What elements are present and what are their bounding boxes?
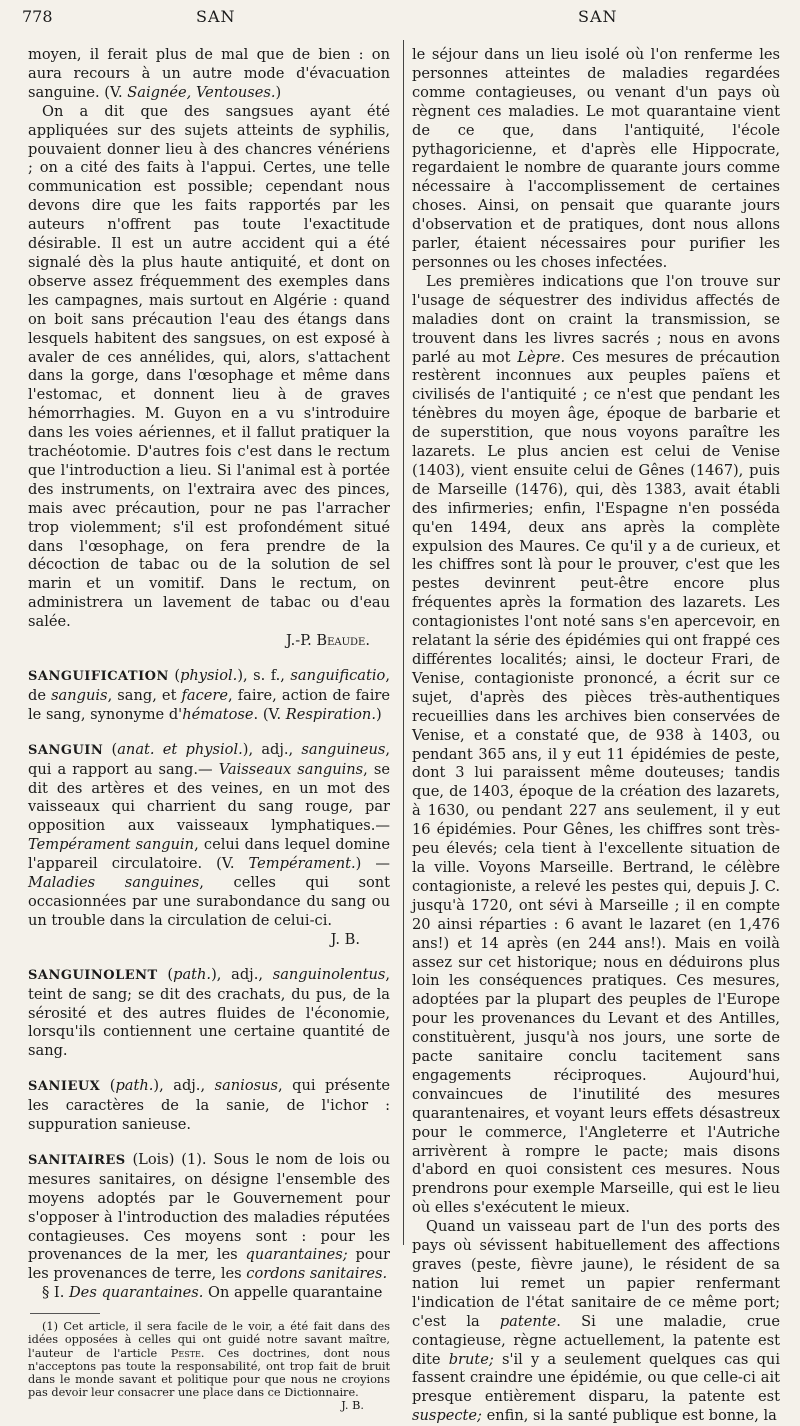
text: enfin, si la santé publique est bonne, la (481, 1407, 777, 1425)
footnote-rule (30, 1313, 100, 1314)
term: suspecte; (412, 1407, 482, 1425)
text: ), adj., (211, 965, 273, 983)
text: . (V. (253, 705, 286, 723)
text: . Ces doctrines, dont nous n'acceptons pas toute la responsabilité, ont trop fait de bruit dans le monde savant et politique pour que nous ne croyions pas devoir leur consacrer une place dans ce Dictionnaire. (28, 1346, 391, 1400)
text: ( (100, 1077, 116, 1095)
paragraph-leeches: On a dit que des sangsues ayant été appliquées sur des sujets atteints de syphilis, pouvaient donner lieu à des chancres vénériens ; on a cité des faits à l'appui. Certes, une telle communication est possible; cependant nous devons dire que les faits rapportés par les auteurs n'offrent pas toute l'exactitude désirable. Il est un autre accident qui a été signalé dès la plus haute antiquité, et dont on observe assez fréquemment des exemples dans les campagnes, mais surtout en Algérie : quand on boit sans précaution l'eau des étangs dans lesquels habitent des sangsues, on est exposé à avaler de ces annélides, qui, alors, s'attachent dans la gorge, dans l'œsophage et même dans l'estomac, et donnent lieu à de graves hémorrhagies. M. Guyon en a vu s'introduire dans les voies aériennes, et il fallut pratiquer la trachéotomie. D'autres fois c'est dans le rectum que l'introduction a lieu. Si l'animal est à portée des instruments, on l'extraira avec des pinces, mais avec précaution, pour ne pas l'arracher trop violemment; s'il est profondément situé dans l'œsophage, on fera prendre de la décoction de tabac ou de la solution de sel marin et un vomitif. Dans le rectum, on administrera un lavement de tabac ou d'eau salée. (28, 102, 390, 631)
headword: SANITAIRES (28, 1152, 126, 1168)
text: moyen, il ferait plus de mal que de bien : on aura recours à un autre mode d'évacuation sanguine. (V. (28, 46, 390, 101)
paragraph-quarantaine-definition: le séjour dans un lieu isolé où l'on renferme les personnes atteintes de maladies regardées comme contagieuses, ou venant d'un pays où règnent ces maladies. Le mot quarantaine vient de ce que, dans l'antiquité, l'école pythagoricienne, et d'après elle Hippocrate, regardaient le nombre de quarante jours comme nécessaire à l'accomplissement de certaines choses. Ainsi, on pensait que quarante jours d'observation et de pratiques, dont nous allons parler, étaient nécessaires pour purifier les personnes ou les choses infectées. (412, 46, 780, 271)
text: ) — (355, 855, 390, 873)
entry-sanguin (28, 741, 390, 931)
cross-reference: Respiration. (285, 705, 376, 723)
text: , celles qui sont occasionnées par une surabondance du sang ou un trouble dans la circulation de celui-ci. (28, 874, 391, 929)
right-column (412, 46, 780, 1426)
etymon: sanguis (51, 686, 108, 704)
entry-sanitaires (28, 1151, 390, 1284)
headword: SANGUIN (28, 742, 104, 758)
text: , se dit des artères et des veines, en un mot des vaisseaux qui charrient du sang rouge, par opposition aux vaisseaux lymphatiques.— (28, 760, 390, 835)
latin-term: sanguificatio (290, 667, 386, 684)
text: , de (28, 667, 390, 704)
etymon: facere (181, 686, 229, 704)
author-initials: J. B. (330, 930, 360, 948)
cross-reference: Tempérament. (248, 855, 356, 873)
column-divider (403, 40, 404, 1245)
footnote-signature: J. B. (341, 1399, 364, 1413)
paragraph-history (412, 273, 780, 1218)
author-signature (28, 632, 390, 651)
text: s'il y a seulement quelques cas qui fassent craindre une épidémie, ou que celle-ci ait presque entièrement disparu, la patente est (412, 1350, 780, 1406)
entry-sanguinolent (28, 966, 390, 1062)
text: Quand un vaisseau part de l'un des ports des pays où sévissent habituellement des affections graves (peste, fièvre jaune), le résident de sa nation lui remet un papier renfermant l'indication de l'état sanitaire de ce même port; c'est la (412, 1218, 780, 1330)
term: patente (499, 1312, 557, 1330)
running-head-left: SAN (196, 7, 236, 26)
page-number: 778 (22, 7, 53, 26)
text: , teint de sang; se dit des crachats, du pus, de la sérosité et des autres fluides de l'économie, lorsqu'ils contiennent une certaine quantité de sang. (28, 965, 390, 1060)
text: ( (103, 740, 118, 758)
text: ), adj., (242, 740, 302, 758)
text: (1) Cet article, il sera facile de le voir, a été fait dans des idées opposées à celles qui ont guidé notre savant maître, l'auteur de l'article (28, 1320, 390, 1360)
headword: SANGUIFICATION (28, 669, 169, 684)
text: . Si une maladie, crue contagieuse, règne actuellement, la patente est dite (412, 1312, 780, 1368)
headword: SANIEUX (28, 1079, 101, 1095)
text: (Lois) (1). Sous le nom de lois ou mesures sanitaires, on désigne l'ensemble des moyens adoptés par le Gouvernement pour s'opposer à l'introduction des maladies réputées contagieuses. Ces moyens sont : pour les provenances de la mer, les (28, 1150, 390, 1264)
subterm: quarantaines; (245, 1246, 348, 1264)
cross-reference: Lèpre. (517, 348, 566, 366)
text: ) (275, 83, 282, 101)
text: ( (157, 965, 174, 983)
left-column (28, 46, 390, 1413)
subterm: Tempérament sanguin (28, 836, 195, 854)
latin-term: saniosus (214, 1077, 278, 1095)
latin-term: sanguineus (301, 740, 386, 758)
section-heading-quarantaines (28, 1284, 390, 1303)
signature-text: J.-P. Beaude. (285, 632, 370, 650)
cross-reference: Saignée, Ventouses. (127, 83, 276, 101)
text: On appelle quarantaine (203, 1284, 383, 1302)
domain-label: anat. et physiol. (117, 740, 243, 758)
section-title: Des quarantaines. (68, 1284, 204, 1302)
text: , faire, action de faire le sang, synonyme d' (28, 686, 390, 723)
text: ), adj., (153, 1077, 215, 1095)
section-mark: § I. (42, 1284, 69, 1302)
entry-sanieux (28, 1077, 390, 1135)
text: Les premières indications que l'on trouve sur l'usage de séquestrer des individus affectés de maladies dont on craint la transmission, se trouvent dans les livres sacrés ; nous en avons parlé au mot (412, 272, 780, 366)
text: , qui a rapport au sang.— (28, 740, 390, 778)
entry-sanguification (28, 667, 390, 725)
headword: SANGUINOLENT (28, 967, 158, 983)
synonym: hématose (182, 705, 254, 723)
text: , celui dans lequel domine l'appareil circulatoire. (V. (28, 836, 390, 873)
text: ) (375, 705, 382, 723)
latin-term: sanguinolentus (272, 965, 386, 983)
paragraph-continuation (28, 46, 390, 103)
term: brute; (448, 1350, 494, 1368)
text: , qui présente les caractères de la sanie, de l'ichor : suppuration sanieuse. (28, 1077, 390, 1134)
running-head-right: SAN (578, 7, 618, 26)
domain-label: physiol. (180, 667, 238, 684)
text: pour les provenances de terre, les (28, 1246, 390, 1283)
text: Ces mesures de précaution restèrent inconnues aux peuples païens et civilisés de l'antiquité ; ce n'est que pendant les ténèbres du moyen âge, époque de barbarie et de superstition, que nous voyons paraître les lazarets. Le plus ancien est celui de Venise (1403), vient ensuite celui de Gênes (1467), puis de Marseille (1476), qui, dès 1383, avait établi des infirmeries; enfin, l'Espagne n'en posséda qu'en 1494, deux ans après la complète expulsion des Maures. Ce qu'il y a de curieux, et les chiffres sont là pour le prouver, c'est que les pestes devinrent peut-être encore plus fréquentes après la formation des lazarets. Les contagionistes l'ont noté sans s'en apercevoir, en relatant la série des épidémies qui ont frappé ces différentes localités; ainsi, le docteur Frari, de Venise, contagioniste prononcé, a écrit sur ce sujet, d'après des pièces très-authentiques recueillies dans les archives bien conservées de Venise, et a constaté que, de 938 à 1403, ou pendant 365 ans, il y eut 11 épidémies de peste, dont 3 lui paraissent même douteuses; tandis que, de 1403, époque de la création des lazarets, à 1630, ou pendant 227 ans seulement, il y eut 16 épidémies. Pour Gênes, les chiffres sont très-peu élevés; cela tient à l'excellente situation de la ville. Voyons Marseille. Bertrand, le célèbre contagioniste, a relevé les pestes qui, depuis J. C. jusqu'à 1720, ont sévi à Marseille ; il en compte 20 ainsi réparties : 6 avant le lazaret (en 1,476 ans!) et 14 après (en 244 ans!). Mais en voilà assez sur cet historique; nous en déduirons plus loin les conséquences pratiques. Ces mesures, adoptées par la plupart des peuples de l'Europe pour les provenances du Levant et des Antilles, constituèrent, jusqu'à nos jours, une sorte de pacte sanitaire conclu tacitement sans engagements réciproques. Aujourd'hui, convaincues de l'inutilité des mesures quarantenaires, et voyant leurs effets désastreux pour le commerce, l'Angleterre et l'Autriche arrivèrent à rompre le pacte; mais disons d'abord en quoi consistent ces mesures. Nous prendrons pour exemple Marseille, qui est le lieu où elles s'exécutent le mieux. (412, 348, 780, 1217)
subterm: Maladies sanguines (28, 874, 200, 892)
text: ( (168, 667, 181, 684)
subterm: Vaisseaux sanguins (218, 760, 364, 778)
paragraph-patente (412, 1218, 780, 1426)
footnote (28, 1320, 390, 1412)
domain-label: path. (173, 965, 212, 983)
text: , sang, et (107, 686, 182, 704)
domain-label: path. (115, 1077, 154, 1095)
subterm: cordons sanitaires. (246, 1265, 388, 1283)
cross-reference: Peste (170, 1346, 201, 1360)
text: ), s. f., (237, 667, 291, 684)
